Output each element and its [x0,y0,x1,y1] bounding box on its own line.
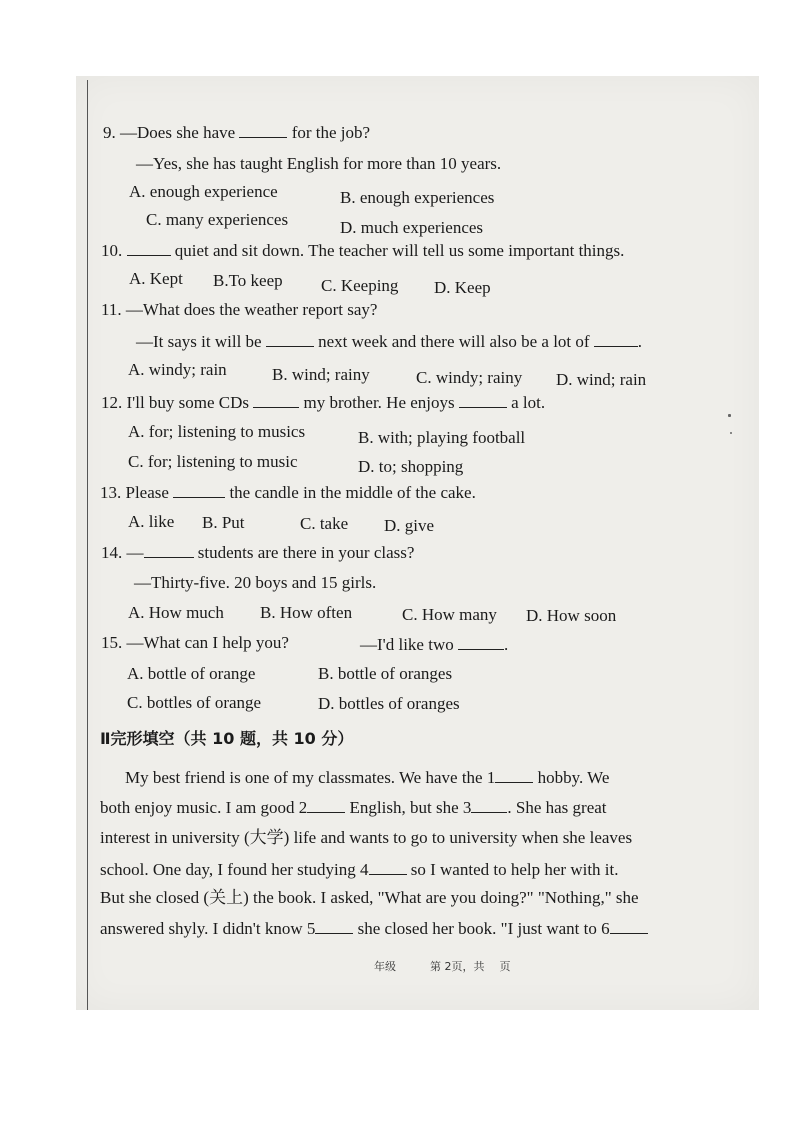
cloze-blank-1 [495,767,533,783]
question-14-option-d: D. How soon [526,606,617,625]
cloze-blank-6 [610,918,648,934]
question-12-option-d: D. to; shopping [358,457,464,476]
question-10-stem [101,240,624,261]
answer-blank [144,542,194,558]
cloze-blank-5 [315,918,353,934]
answer-blank [239,122,287,138]
question-15-reply-end: . [503,635,509,654]
question-9-reply: —Yes, she has taught English for more than 10 years. [136,154,502,173]
cloze-line-4 [100,859,619,880]
cloze-blank-3 [471,797,507,813]
scan-speck [730,432,732,434]
question-14-option-b: B. How often [260,603,353,622]
question-15-reply-start: —I'd like two [360,635,454,654]
question-11-option-a: A. windy; rain [128,360,227,379]
scan-speck [728,414,731,417]
cloze-text: But she closed (关上) the book. I asked, "What are you doing?" "Nothing," she [100,888,639,907]
question-11-option-d: D. wind; rain [556,370,647,389]
cloze-text: My best friend is one of my classmates. We have the 1 [125,768,496,787]
question-9-stem-end: for the job? [291,123,371,142]
question-11-reply-middle: next week and there will also be a lot of [318,332,590,351]
answer-blank [458,634,504,650]
question-13-option-b: B. Put [202,513,245,532]
question-11-stem: 11. —What does the weather report say? [101,300,378,319]
cloze-text: answered shyly. I didn't know 5 [100,919,316,938]
question-9-option-d: D. much experiences [340,218,484,237]
question-10-text: quiet and sit down. The teacher will tell us some important things. [174,241,625,260]
question-9-stem-start: 9. —Does she have [103,123,236,142]
question-11-option-c: C. windy; rainy [416,368,523,387]
question-15-reply [360,634,508,655]
question-13-stem-start: 13. Please [100,483,169,502]
footer-grade-label: 年级 [374,960,396,973]
question-11-reply-start: —It says it will be [136,332,262,351]
question-9-option-b: B. enough experiences [340,188,495,207]
cloze-line-3 [100,828,632,848]
question-14-stem-end: students are there in your class? [197,543,415,562]
footer-page-total: 页 [499,960,511,973]
cloze-line-5 [100,888,639,908]
cloze-text: she closed her book. "I just want to 6 [357,919,610,938]
question-13-option-d: D. give [384,516,435,535]
question-12-option-b: B. with; playing football [358,428,526,447]
question-9-stem [103,122,370,143]
question-15-option-d: D. bottles of oranges [318,694,460,713]
question-12-stem-start: 12. I'll buy some CDs [101,393,250,412]
answer-blank [459,392,507,408]
question-14-option-c: C. How many [402,605,497,624]
question-10-option-b: B.To keep [213,271,283,290]
question-13-stem-end: the candle in the middle of the cake. [229,483,476,502]
question-15-option-b: B. bottle of oranges [318,664,453,683]
cloze-line-6 [100,918,648,939]
cloze-text: interest in university (大学) life and wants to go to university when she leaves [100,828,633,847]
section-2-heading: Ⅱ完形填空（共 10 题，共 10 分） [100,729,354,748]
cloze-blank-4 [369,859,407,875]
question-10-option-c: C. Keeping [321,276,399,295]
question-12-stem-end: a lot. [511,393,546,412]
cloze-line-1 [125,767,609,788]
question-13-option-a: A. like [128,512,175,531]
question-12-stem-middle: my brother. He enjoys [303,393,455,412]
question-12-stem [101,392,545,413]
answer-blank [594,331,638,347]
cloze-line-2 [100,797,607,818]
answer-blank [173,482,225,498]
cloze-text: . She has great [507,798,607,817]
question-10-option-d: D. Keep [434,278,491,297]
question-14-stem-start: 14. — [101,543,144,562]
question-15-option-c: C. bottles of orange [127,693,262,712]
question-13-stem [100,482,476,503]
question-9-option-c: C. many experiences [146,210,289,229]
question-15-stem: 15. —What can I help you? [101,633,289,652]
cloze-blank-2 [307,797,345,813]
question-11-option-b: B. wind; rainy [272,365,370,384]
exam-paper-page [76,76,759,1010]
cloze-text: so I wanted to help her with it. [410,860,619,879]
answer-blank [127,240,171,256]
cloze-text: English, but she 3 [349,798,472,817]
footer-page-text: 第 2页，共 [430,960,485,973]
question-14-option-a: A. How much [128,603,224,622]
footer-page-number [430,958,511,974]
question-14-reply: —Thirty-five. 20 boys and 15 girls. [134,573,377,592]
cloze-text: hobby. We [537,768,610,787]
question-10-option-a: A. Kept [129,269,183,288]
question-9-option-a: A. enough experience [129,182,278,201]
question-12-option-a: A. for; listening to musics [128,422,306,441]
question-10-number: 10. [101,241,123,260]
cloze-text: school. One day, I found her studying 4 [100,860,369,879]
question-14-stem [101,542,414,563]
question-12-option-c: C. for; listening to music [128,452,298,471]
answer-blank [253,392,299,408]
question-11-reply-end: . [637,332,643,351]
binding-margin-line [87,80,88,1010]
question-13-option-c: C. take [300,514,349,533]
question-15-option-a: A. bottle of orange [127,664,256,683]
answer-blank [266,331,314,347]
question-11-reply [136,331,642,352]
cloze-text: both enjoy music. I am good 2 [100,798,308,817]
